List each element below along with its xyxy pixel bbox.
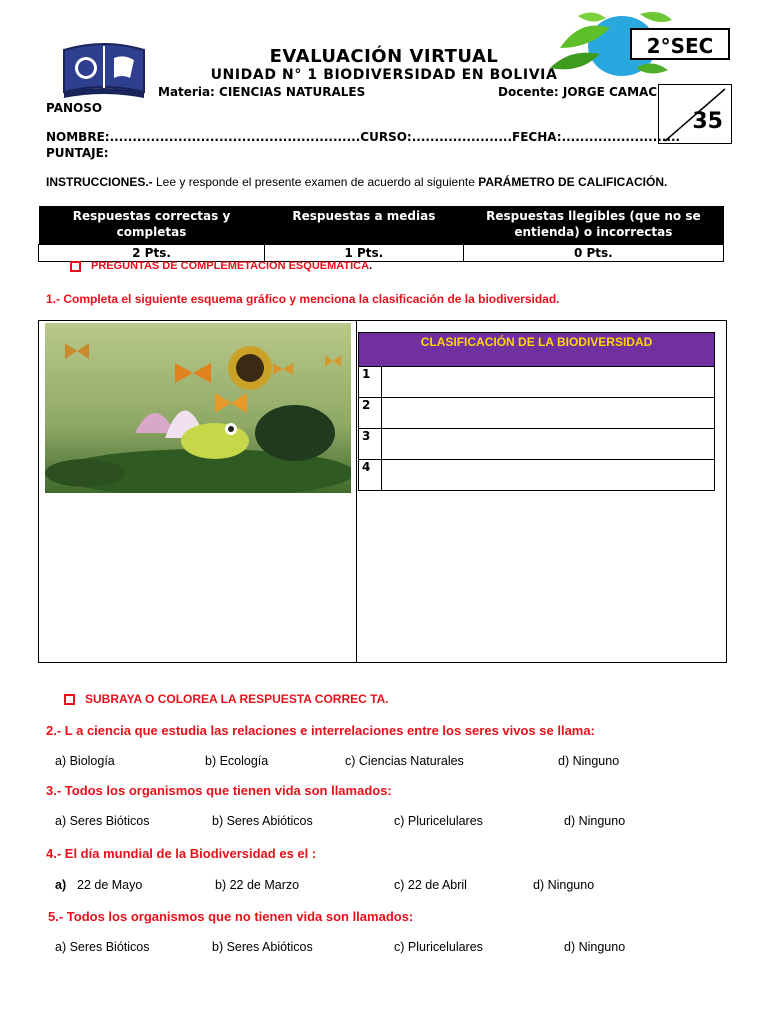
question-4: 4.- El día mundial de la Biodiversidad es el : xyxy=(46,846,317,861)
option-a-marker[interactable]: a) xyxy=(55,878,67,892)
exam-title: EVALUACIÓN VIRTUAL xyxy=(269,46,499,67)
checkbox-bullet-icon xyxy=(70,261,81,272)
instructions-text: Lee y responde el presente examen de acuerdo al siguiente xyxy=(152,175,479,189)
row-number: 4 xyxy=(359,460,382,491)
option-d[interactable]: d) Ninguno xyxy=(533,878,595,892)
option-d[interactable]: d) Ninguno xyxy=(564,940,626,954)
row-number: 2 xyxy=(359,398,382,429)
option-a[interactable]: a) Biología xyxy=(55,754,115,768)
instructions-param: PARÁMETRO DE CALIFICACIÓN. xyxy=(478,175,668,189)
biodiversity-image xyxy=(45,323,351,493)
checkbox-bullet-icon xyxy=(64,694,75,705)
grading-header: Respuestas a medias xyxy=(265,206,464,245)
option-b[interactable]: b) Seres Abióticos xyxy=(212,940,313,954)
score-value: 35 xyxy=(692,109,723,134)
question-2: 2.- L a ciencia que estudia las relaciones e interrelaciones entre los seres vivos se llama: xyxy=(46,723,595,738)
unit-subtitle: UNIDAD N° 1 BIODIVERSIDAD EN BOLIVIA xyxy=(210,67,558,83)
option-c[interactable]: c) Ciencias Naturales xyxy=(345,754,464,768)
section1-label: PREGUNTAS DE COMPLEMETACION ESQUEMATICA xyxy=(91,260,370,272)
row-number: 1 xyxy=(359,367,382,398)
option-d[interactable]: d) Ninguno xyxy=(564,814,626,828)
answer-cell[interactable] xyxy=(382,367,715,398)
schema-divider xyxy=(356,320,357,663)
option-c[interactable]: c) Pluricelulares xyxy=(394,940,483,954)
teacher-label: Docente: JORGE CAMAC xyxy=(498,85,658,99)
puntaje-label: PUNTAJE: xyxy=(46,146,109,160)
option-d[interactable]: d) Ninguno xyxy=(558,754,620,768)
section1-heading: PREGUNTAS DE COMPLEMETACION ESQUEMATICA. xyxy=(70,260,372,272)
section2-label: SUBRAYA O COLOREA LA RESPUESTA CORREC TA. xyxy=(85,692,389,706)
grading-value: 2 Pts. xyxy=(39,245,265,262)
grading-header: Respuestas llegibles (que no se entienda) o incorrectas xyxy=(463,206,723,245)
question-3: 3.- Todos los organismos que tienen vida son llamados: xyxy=(46,783,392,798)
answer-cell[interactable] xyxy=(382,429,715,460)
student-info-line[interactable]: NOMBRE:.......................................................CURSO:......................FECHA:.......................... xyxy=(46,130,681,144)
question-1: 1.- Completa el siguiente esquema gráfico y menciona la clasificación de la biodiversidad. xyxy=(46,292,560,306)
teacher-surname: PANOSO xyxy=(46,101,103,115)
grading-table xyxy=(38,206,724,262)
option-b[interactable]: b) Ecología xyxy=(205,754,269,768)
classification-table xyxy=(358,332,715,491)
option-a[interactable]: a) Seres Bióticos xyxy=(55,940,150,954)
subject-label: Materia: CIENCIAS NATURALES xyxy=(158,85,366,99)
answer-cell[interactable] xyxy=(382,398,715,429)
instructions-label: INSTRUCCIONES.- xyxy=(46,175,153,189)
option-c[interactable]: c) 22 de Abril xyxy=(394,878,467,892)
row-number: 3 xyxy=(359,429,382,460)
option-b[interactable]: b) 22 de Marzo xyxy=(215,878,300,892)
option-a[interactable]: 22 de Mayo xyxy=(77,878,143,892)
grading-header: Respuestas correctas y completas xyxy=(39,206,265,245)
option-a[interactable]: a) Seres Bióticos xyxy=(55,814,150,828)
answer-cell[interactable] xyxy=(382,460,715,491)
section2-heading xyxy=(64,692,389,706)
option-b[interactable]: b) Seres Abióticos xyxy=(212,814,313,828)
question-5: 5.- Todos los organismos que no tienen vida son llamados: xyxy=(48,909,414,924)
grading-value: 0 Pts. xyxy=(463,245,723,262)
option-c[interactable]: c) Pluricelulares xyxy=(394,814,483,828)
instructions xyxy=(46,175,667,189)
classification-title: CLASIFICACIÓN DE LA BIODIVERSIDAD xyxy=(359,333,715,367)
grading-value: 1 Pts. xyxy=(265,245,464,262)
grade-badge: 2°SEC xyxy=(630,28,730,60)
